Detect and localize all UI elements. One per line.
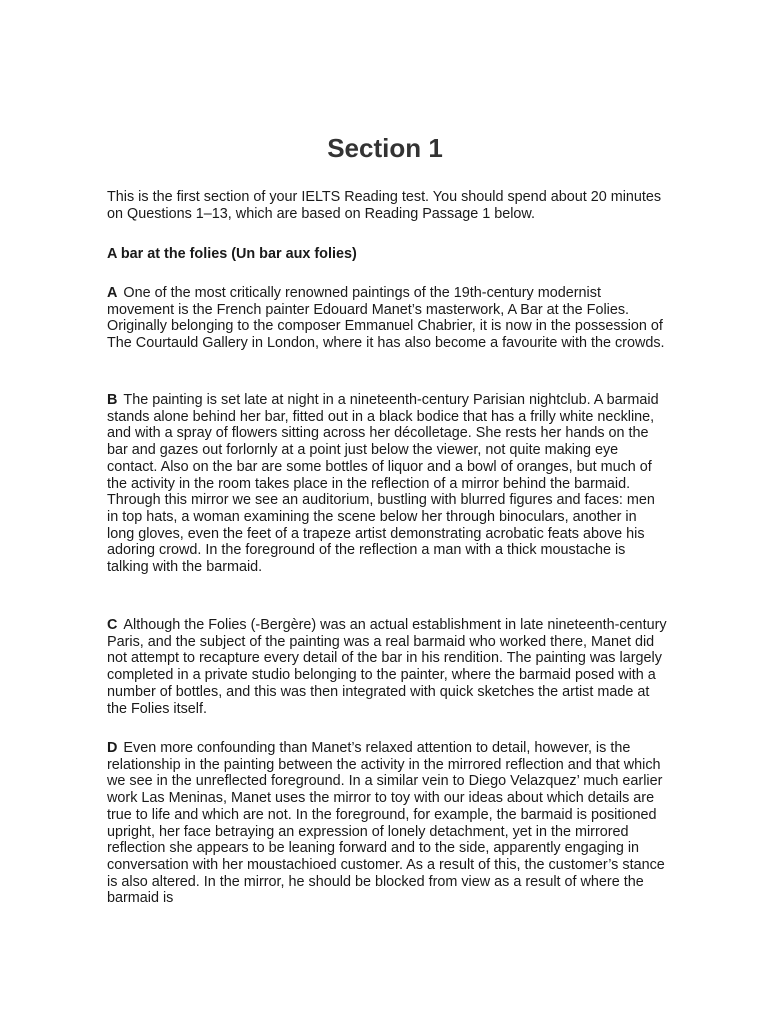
- intro-text: This is the first section of your IELTS Reading test. You should spend about 20 minutes on Questions 1–13, which are based on Reading Passage 1 below.: [107, 189, 662, 222]
- paragraph-d: [107, 740, 667, 907]
- paragraph-c: [107, 617, 667, 717]
- paragraph-letter: D: [107, 740, 118, 756]
- paragraph-text: Even more confounding than Manet’s relaxed attention to detail, however, is the relationship in the painting between the activity in the mirrored reflection and that which we see in the unreflected foreground. In a similar vein to Diego Velazquez’ much earlier work Las Meninas, Manet uses the mirror to toy with our ideas about which details are true to life and which are not. In the foreground, for example, the barmaid is positioned upright, her face betraying an expression of lonely detachment, yet in the mirrored reflection she appears to be leaning forward and to the side, apparently engaging in conversation with her moustachioed customer. As a result of this, the customer’s stance is also altered. In the mirror, he should be blocked from view as a result of where the barmaid is: [107, 740, 665, 907]
- paragraph-a: [107, 285, 667, 352]
- paragraph-letter: C: [107, 617, 118, 633]
- paragraph-text: The painting is set late at night in a nineteenth-century Parisian nightclub. A barmaid stands alone behind her bar, fitted out in a black bodice that has a frilly white neckline, and with a spray of flowers sitting across her décolletage. She rests her hands on the bar and gazes out forlornly at a point just below the viewer, not quite making eye contact. Also on the bar are some bottles of liquor and a bowl of oranges, but much of the activity in the room takes place in the reflection of a mirror behind the barmaid. Through this mirror we see an auditorium, bustling with blurred figures and faces: men in top hats, a woman examining the scene below her through binoculars, another in long gloves, even the feet of a trapeze artist demonstrating acrobatic feats above his adoring crowd. In the foreground of the reflection a man with a thick moustache is talking with the barmaid.: [107, 392, 659, 576]
- paragraph-text: Although the Folies (-Bergère) was an actual establishment in late nineteenth-century Paris, and the subject of the painting was a real barmaid who worked there, Manet did not attempt to recapture every detail of the bar in his rendition. The painting was largely completed in a private studio belonging to the painter, where the barmaid posed with a number of bottles, and this was then integrated with quick sketches the artist made at the Folies itself.: [107, 617, 667, 717]
- passage-title: A bar at the folies (Un bar aux folies): [107, 246, 357, 262]
- paragraph-letter: A: [107, 285, 118, 301]
- paragraph-letter: B: [107, 392, 118, 408]
- section-title: Section 1: [327, 133, 443, 163]
- paragraph-text: One of the most critically renowned paintings of the 19th-century modernist movement is the French painter Edouard Manet’s masterwork, A Bar at the Folies. Originally belonging to the composer Emmanuel Chabrier, it is now in the possession of The Courtauld Gallery in London, where it has also become a favourite with the crowds.: [107, 285, 665, 352]
- paragraph-b: [107, 392, 667, 576]
